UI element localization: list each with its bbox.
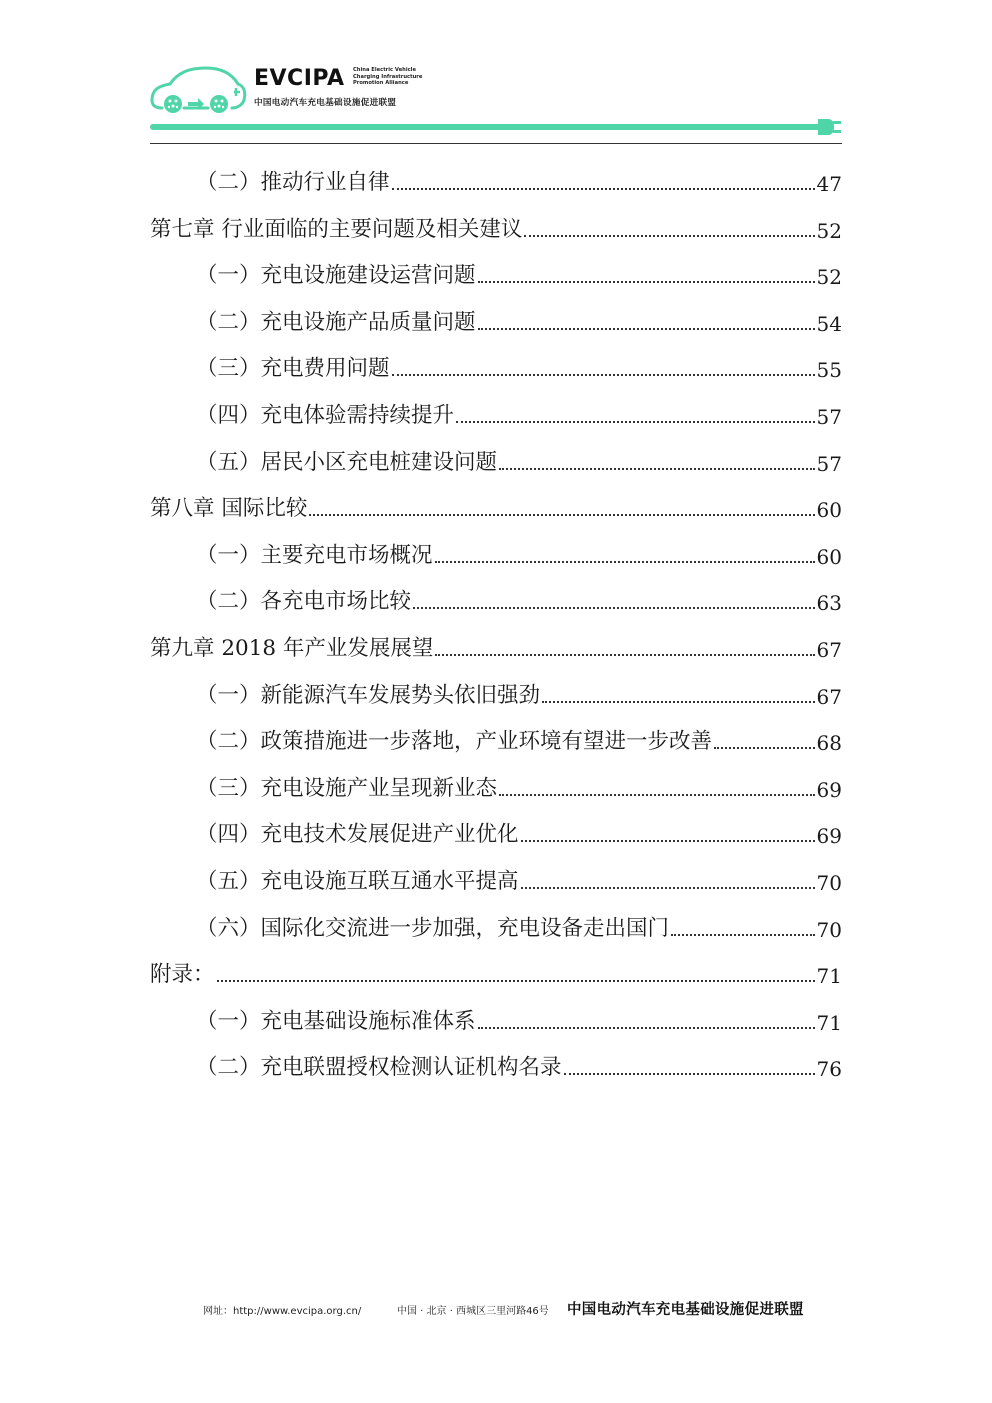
toc-entry-page: 69 <box>816 777 842 802</box>
header-accent-bar <box>150 124 818 130</box>
toc-dot-leader <box>521 840 815 842</box>
toc-entry-title: （二）充电设施产品质量问题 <box>196 309 476 335</box>
toc-dot-leader <box>392 188 815 190</box>
toc-dot-leader <box>478 1027 815 1029</box>
toc-dot-leader <box>456 421 815 423</box>
toc-entry[interactable] <box>196 802 842 848</box>
toc-entry-page: 60 <box>816 544 842 569</box>
toc-entry[interactable] <box>196 290 842 336</box>
toc-dot-leader <box>435 561 815 563</box>
toc-entry[interactable] <box>196 430 842 476</box>
toc-entry[interactable] <box>196 709 842 755</box>
toc-dot-leader <box>542 701 815 703</box>
toc-entry[interactable] <box>196 896 842 942</box>
brand-chinese-name: 中国电动汽车充电基础设施促进联盟 <box>254 98 397 108</box>
toc-entry[interactable] <box>196 1035 842 1081</box>
toc-dot-leader <box>435 654 814 656</box>
page-footer <box>0 1297 992 1319</box>
toc-entry-page: 57 <box>816 451 842 476</box>
toc-entry[interactable] <box>196 243 842 289</box>
toc-dot-leader <box>671 934 815 936</box>
toc-entry-title: （一）主要充电市场概况 <box>196 542 433 568</box>
toc-entry-title: 第九章 2018 年产业发展展望 <box>150 636 434 661</box>
toc-entry[interactable] <box>196 989 842 1035</box>
plug-icon <box>812 116 842 138</box>
toc-entry[interactable] <box>150 197 842 243</box>
toc-entry-page: 71 <box>816 1010 842 1035</box>
toc-dot-leader <box>499 468 815 470</box>
toc-entry-page: 69 <box>816 824 842 849</box>
toc-entry-title: 附录： <box>150 962 215 988</box>
toc-dot-leader <box>499 794 815 796</box>
ev-car-icon <box>148 62 248 118</box>
toc-entry-title: （四）充电技术发展促进产业优化 <box>196 822 519 848</box>
toc-entry-page: 68 <box>816 731 842 756</box>
toc-entry-page: 71 <box>816 964 842 989</box>
toc-entry-page: 52 <box>816 265 842 290</box>
toc-entry[interactable] <box>196 849 842 895</box>
toc-entry[interactable] <box>196 756 842 802</box>
toc-dot-leader <box>524 235 814 237</box>
toc-entry-page: 55 <box>816 358 842 383</box>
header-divider <box>150 143 842 144</box>
footer-organization: 中国电动汽车充电基础设施促进联盟 <box>567 1302 804 1318</box>
toc-entry-title: （二）政策措施进一步落地，产业环境有望进一步改善 <box>196 729 713 755</box>
toc-entry[interactable] <box>196 569 842 615</box>
toc-entry[interactable] <box>196 663 842 709</box>
toc-dot-leader <box>714 747 815 749</box>
toc-dot-leader <box>392 374 815 376</box>
toc-entry-page: 70 <box>816 917 842 942</box>
toc-entry-title: （二）推动行业自律 <box>196 170 390 195</box>
toc-entry-page: 47 <box>816 172 842 196</box>
toc-entry[interactable] <box>196 523 842 569</box>
toc-entry-title: 第八章 国际比较 <box>150 496 308 522</box>
toc-dot-leader <box>564 1073 815 1075</box>
toc-entry-page: 60 <box>816 498 842 523</box>
toc-entry-page: 63 <box>816 591 842 616</box>
toc-entry-page: 54 <box>816 311 842 336</box>
toc-entry-page: 67 <box>816 638 842 662</box>
toc-entry-title: （二）各充电市场比较 <box>196 589 412 615</box>
toc-dot-leader <box>478 328 815 330</box>
toc-entry-title: （五）充电设施互联互通水平提高 <box>196 869 519 894</box>
toc-dot-leader <box>217 980 815 982</box>
toc-entry[interactable] <box>150 476 842 522</box>
toc-entry-title: （五）居民小区充电桩建设问题 <box>196 449 498 475</box>
toc-entry[interactable] <box>150 616 842 662</box>
footer-address: 中国 · 北京 · 西城区三里河路46号 <box>397 1306 549 1317</box>
toc-entry-title: （三）充电设施产业呈现新业态 <box>196 775 498 801</box>
toc-entry-title: 第七章 行业面临的主要问题及相关建议 <box>150 216 523 242</box>
toc-entry[interactable] <box>196 150 842 196</box>
toc-entry-page: 67 <box>816 684 842 709</box>
toc-entry[interactable] <box>196 383 842 429</box>
toc-entry[interactable] <box>196 336 842 382</box>
toc-entry-page: 70 <box>816 871 842 895</box>
toc-dot-leader <box>521 887 815 889</box>
toc-entry-page: 76 <box>816 1057 842 1082</box>
evcipa-logo <box>148 62 438 122</box>
toc-entry[interactable] <box>150 942 842 988</box>
toc-entry-title: （四）充电体验需持续提升 <box>196 403 455 428</box>
brand-name: EVCIPA <box>254 66 345 91</box>
toc-dot-leader <box>478 281 815 283</box>
toc-entry-page: 52 <box>816 218 842 243</box>
toc-dot-leader <box>309 514 814 516</box>
toc-dot-leader <box>413 607 815 609</box>
toc-entry-title: （一）充电基础设施标准体系 <box>196 1008 476 1034</box>
toc-entry-page: 57 <box>816 405 842 429</box>
toc-entry-title: （三）充电费用问题 <box>196 356 390 382</box>
brand-english-name: China Electric Vehicle Charging Infrastructure Promotion Alliance <box>353 67 423 86</box>
toc-entry-title: （一）新能源汽车发展势头依旧强劲 <box>196 682 541 708</box>
toc-entry-title: （六）国际化交流进一步加强，充电设备走出国门 <box>196 915 670 941</box>
toc-entry-title: （一）充电设施建设运营问题 <box>196 263 476 289</box>
footer-website: 网址：http://www.evcipa.org.cn/ <box>203 1306 362 1317</box>
toc-entry-title: （二）充电联盟授权检测认证机构名录 <box>196 1055 562 1081</box>
